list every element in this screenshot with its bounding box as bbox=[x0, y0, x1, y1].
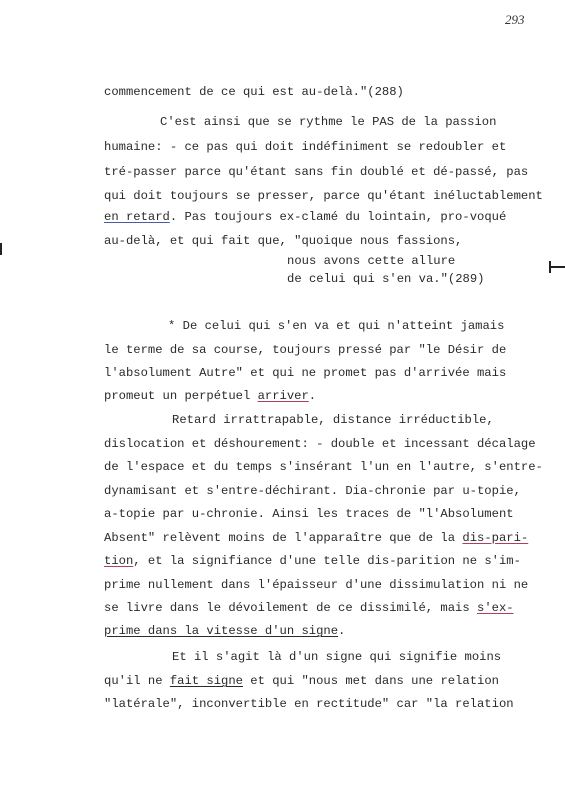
text-line bbox=[104, 460, 543, 474]
text-line bbox=[104, 165, 528, 179]
text-segment: a-topie par u-chronie. Ainsi les traces de "l'Absolument bbox=[104, 507, 514, 521]
text-segment: qu'il ne bbox=[104, 674, 170, 688]
text-segment: C'est ainsi que se rythme le PAS de la passion bbox=[160, 115, 497, 129]
text-line bbox=[104, 601, 514, 615]
text-line bbox=[104, 85, 404, 99]
text-segment: Retard irrattrapable, distance irréductible, bbox=[172, 413, 494, 427]
text-segment: dynamisant et s'entre-déchirant. Dia-chronie par u-topie, bbox=[104, 484, 521, 498]
text-line bbox=[104, 624, 345, 638]
text-segment: commencement de ce qui est au-delà."(288) bbox=[104, 85, 404, 99]
text-line bbox=[172, 650, 501, 664]
underlined-text: arriver bbox=[257, 389, 309, 403]
text-segment: . bbox=[308, 389, 317, 403]
text-segment: se livre dans le dévoilement de ce dissimilé, mais bbox=[104, 601, 477, 615]
text-line bbox=[104, 507, 514, 521]
text-line bbox=[104, 484, 521, 498]
text-segment: nous avons cette allure bbox=[287, 254, 456, 268]
text-segment: l'absolument Autre" et qui ne promet pas d'arrivée mais bbox=[104, 366, 507, 380]
text-segment: le terme de sa course, toujours pressé par "le Désir de bbox=[104, 343, 507, 357]
text-line bbox=[104, 554, 521, 568]
text-line bbox=[104, 366, 506, 380]
text-line bbox=[104, 531, 528, 545]
margin-mark-right-tick bbox=[549, 261, 551, 273]
text-segment: Et il s'agit là d'un signe qui signifie moins bbox=[172, 650, 502, 664]
text-segment: qui doit toujours se presser, parce qu'étant inéluctablement bbox=[104, 189, 543, 203]
margin-mark-left bbox=[0, 243, 2, 255]
page-number: 293 bbox=[505, 12, 525, 27]
text-segment: . Pas toujours ex-clamé du lointain, pro-voqué bbox=[169, 210, 507, 224]
text-line bbox=[104, 234, 462, 248]
text-segment: prime nullement dans l'épaisseur d'une dissimulation ni ne bbox=[104, 578, 529, 592]
text-segment: de l'espace et du temps s'insérant l'un en l'autre, s'entre- bbox=[104, 460, 543, 474]
text-line bbox=[287, 272, 484, 286]
text-segment: Absent" relèvent moins de l'apparaître que de la bbox=[104, 531, 463, 545]
underlined-text: tion bbox=[104, 554, 134, 568]
underlined-text: fait signe bbox=[169, 674, 243, 688]
text-segment: humaine: - ce pas qui doit indéfiniment se redoubler et bbox=[104, 140, 507, 154]
underlined-text: s'ex- bbox=[477, 601, 514, 615]
text-line bbox=[104, 140, 506, 154]
text-line bbox=[160, 115, 496, 129]
text-line bbox=[168, 319, 504, 333]
text-segment: et qui "nous met dans une relation bbox=[242, 674, 499, 688]
underlined-text: prime dans la vitesse d'un signe bbox=[104, 624, 339, 638]
text-segment: * De celui qui s'en va et qui n'atteint jamais bbox=[168, 319, 505, 333]
text-line bbox=[104, 189, 543, 203]
text-line bbox=[104, 674, 499, 688]
underlined-text: en retard bbox=[104, 210, 170, 224]
text-line bbox=[104, 343, 506, 357]
text-segment: au-delà, et qui fait que, "quoique nous fassions, bbox=[104, 234, 463, 248]
text-segment: de celui qui s'en va."(289) bbox=[287, 272, 485, 286]
text-line bbox=[104, 210, 506, 224]
text-line bbox=[104, 697, 514, 711]
text-segment: . bbox=[338, 624, 346, 638]
text-segment: promeut un perpétuel bbox=[104, 389, 258, 403]
text-line bbox=[172, 413, 494, 427]
text-line bbox=[104, 437, 536, 451]
text-segment: , et la signifiance d'une telle dis-parition ne s'im- bbox=[133, 554, 521, 568]
underlined-text: dis-pari- bbox=[462, 531, 529, 545]
text-line bbox=[104, 389, 316, 403]
margin-mark-right bbox=[549, 266, 565, 268]
text-segment: "latérale", inconvertible en rectitude" car "la relation bbox=[104, 697, 514, 711]
text-line bbox=[287, 254, 455, 268]
text-segment: dislocation et déshourement: - double et incessant décalage bbox=[104, 437, 536, 451]
text-line bbox=[104, 578, 528, 592]
text-segment: tré-passer parce qu'étant sans fin doublé et dé-passé, pas bbox=[104, 165, 529, 179]
